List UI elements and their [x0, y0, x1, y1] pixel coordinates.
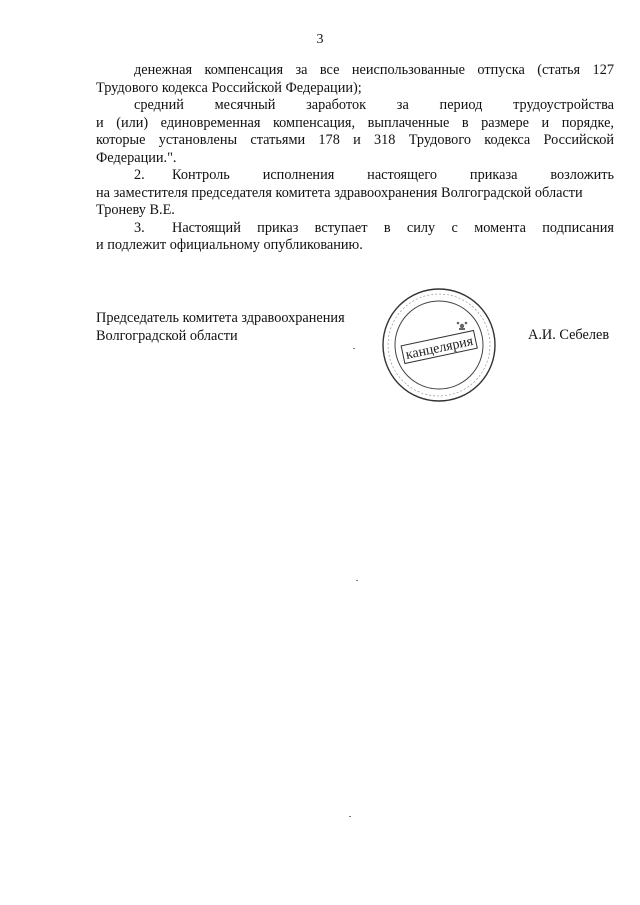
paragraph-line: Федерации.".: [96, 149, 177, 166]
numbered-item-2: [96, 167, 614, 185]
paragraph-line: [96, 62, 614, 80]
item-text: Настоящий приказ вступает в силу с момента подписания: [172, 219, 614, 236]
paragraph-line: Троневу В.Е.: [96, 202, 175, 218]
signatory-title-line: Волгоградской области: [96, 327, 238, 344]
signatory-name: А.И. Себелев: [528, 327, 610, 343]
page-number: 3: [316, 32, 324, 47]
signatory-title: [96, 310, 345, 345]
paragraph-line: на заместителя председателя комитета здравоохранения Волгоградской области: [96, 184, 583, 201]
stamp-seal-icon: [380, 286, 498, 404]
document-body: [96, 62, 614, 255]
stamp-center-text: канцелярия: [404, 334, 475, 363]
paragraph-line: [96, 97, 614, 115]
item-number: 3.: [134, 219, 145, 236]
scan-speck: [356, 580, 358, 581]
paragraph-line: и подлежит официальному опубликованию.: [96, 237, 363, 253]
paragraph-line: Трудового кодекса Российской Федерации);: [96, 79, 362, 96]
office-stamp: [380, 286, 498, 404]
signatory-title-line: Председатель комитета здравоохранения: [96, 310, 345, 326]
paragraph-line: и (или) единовременная компенсация, выплаченные в размере и порядке,: [96, 114, 614, 131]
paragraph-line: которые установлены статьями 178 и 318 Трудового кодекса Российской: [96, 132, 614, 148]
scan-speck: [353, 348, 355, 349]
numbered-item-3: [96, 220, 614, 238]
item-text: Контроль исполнения настоящего приказа возложить: [172, 167, 614, 183]
item-number: 2.: [134, 167, 145, 183]
scan-speck: [349, 816, 351, 817]
text-line: средний месячный заработок за период трудоустройства: [134, 97, 614, 113]
text-line: денежная компенсация за все неиспользованные отпуска (статья 127: [134, 62, 614, 78]
